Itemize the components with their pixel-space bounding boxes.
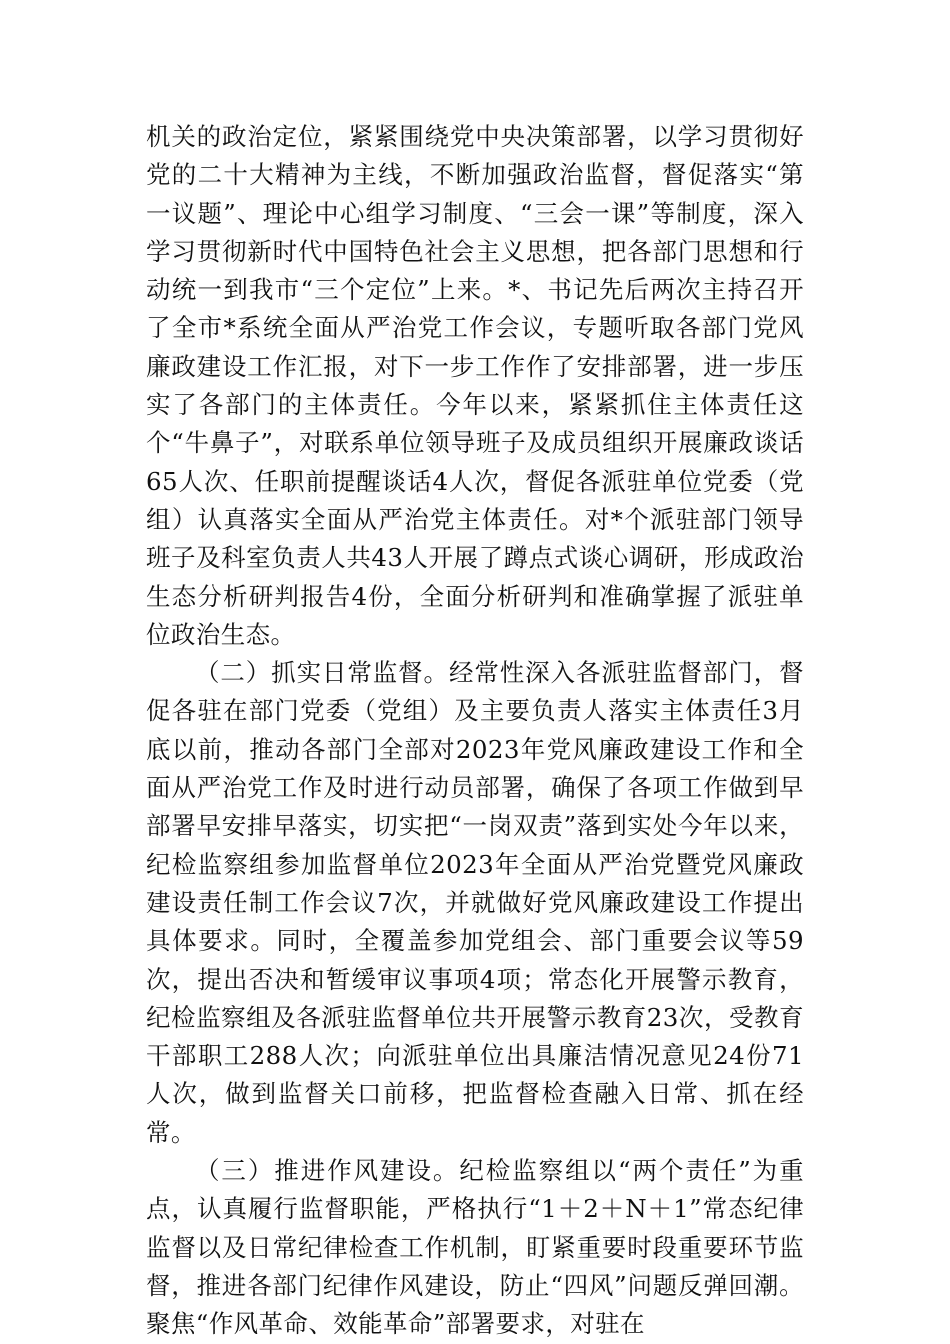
- paragraph-work-style: （三）推进作风建设。纪检监察组以“两个责任”为重点，认真履行监督职能，严格执行“1＋2＋N＋1”常态纪律监督以及日常纪律检查工作机制，盯紧重要时段重要环节监督，推进各部门纪律作风建设，防止“四风”问题反弹回潮。聚焦“作风革命、效能革命”部署要求，对驻在: [146, 1156, 804, 1339]
- document-body: [146, 118, 804, 1344]
- paragraph-political-supervision: 机关的政治定位，紧紧围绕党中央决策部署，以学习贯彻好党的二十大精神为主线，不断加强政治监督，督促落实“第一议题”、理论中心组学习制度、“三会一课”等制度，深入学习贯彻新时代中国特色社会主义思想，把各部门思想和行动统一到我市“三个定位”上来。*、书记先后两次主持召开了全市*系统全面从严治党工作会议，专题听取各部门党风廉政建设工作汇报，对下一步工作作了安排部署，进一步压实了各部门的主体责任。今年以来，紧紧抓住主体责任这个“牛鼻子”，对联系单位领导班子及成员组织开展廉政谈话65人次、任职前提醒谈话4人次，督促各派驻单位党委（党组）认真落实全面从严治党主体责任。对*个派驻部门领导班子及科室负责人共43人开展了蹲点式谈心调研，形成政治生态分析研判报告4份，全面分析研判和准确掌握了派驻单位政治生态。: [146, 122, 804, 649]
- paragraph-daily-supervision: （二）抓实日常监督。经常性深入各派驻监督部门，督促各驻在部门党委（党组）及主要负责人落实主体责任3月底以前，推动各部门全部对2023年党风廉政建设工作和全面从严治党工作及时进行动员部署，确保了各项工作做到早部署早安排早落实，切实把“一岗双责”落到实处今年以来，纪检监察组参加监督单位2023年全面从严治党暨党风廉政建设责任制工作会议7次，并就做好党风廉政建设工作提出具体要求。同时，全覆盖参加党组会、部门重要会议等59次，提出否决和暂缓审议事项4项；常态化开展警示教育，纪检监察组及各派驻监督单位共开展警示教育23次，受教育干部职工288人次；向派驻单位出具廉洁情况意见24份71人次，做到监督关口前移，把监督检查融入日常、抓在经常。: [146, 658, 804, 1147]
